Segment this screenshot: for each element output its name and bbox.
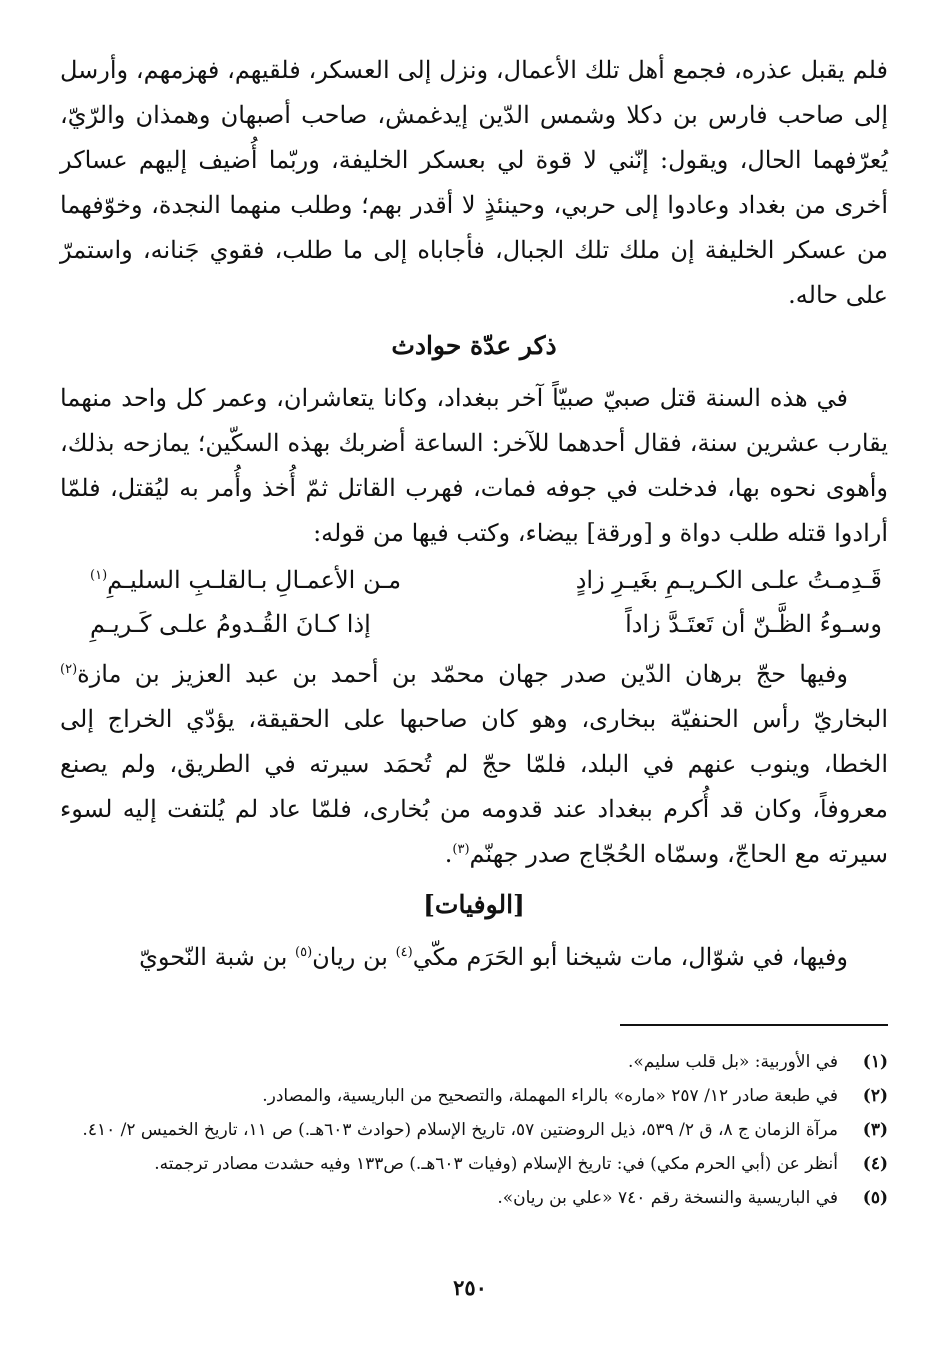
intro-paragraph-block <box>60 48 888 318</box>
section-heading-deaths: [الوفيات] <box>423 890 525 919</box>
footnote-text: أنظر عن (أبي الحرم مكي) في: تاريخ الإسلام (وفيات ٦٠٣هـ.) ص١٣٣ وفيه حشدت مصادر ترجمته. <box>154 1154 838 1174</box>
footnote-5 <box>60 1184 888 1212</box>
deaths-paragraph-block <box>60 935 888 980</box>
poem <box>60 558 888 646</box>
footnote-number: (١) <box>862 1052 888 1072</box>
poem-verse-1-second-hemistich <box>90 558 401 602</box>
footnote-ref-1: (١) <box>90 568 108 583</box>
deaths-paragraph-part-3: بن شبة النّحويّ <box>139 943 296 971</box>
footnote-text: في طبعة صادر ١٢/ ٢٥٧ «ماره» بالراء المهملة، والتصحيح من الباريسية، والمصادر. <box>262 1086 838 1106</box>
deaths-paragraph-part-1: وفيها، في شوّال، مات شيخنا أبو الحَرَم مكّي <box>412 943 848 971</box>
poem-verse-1-first-hemistich <box>576 558 882 602</box>
footnote-number: (٣) <box>862 1120 888 1140</box>
footnote-ref-5: (٥) <box>295 945 313 960</box>
page-number: ٢٥٠ <box>453 1275 487 1300</box>
poem-verse-1-first-text: قَـدِمـتُ علـى الكـريـمِ بغَيـرِ زادٍ <box>575 566 882 594</box>
intro-paragraph: فلم يقبل عذره، فجمع أهل تلك الأعمال، ونزل إلى العسكر، فلقيهم، فهزمهم، وأرسل إلى صاحب فارس بن دكلا وشمس الدّين إيدغمش، صاحب أصبهان وهمذان والرّيّ، يُعرّفهما الحال، ويقول: إنّني لا قوة لي بعسكر الخليفة، وربّما أُضيف إليهم عساكر أخرى من بغداد وعادوا إلى حربي، وحينئذٍ لا أقدر بهم؛ وطلب منهما النجدة، وخوّفهما من عسكر الخليفة إن ملك تلك الجبال، فأجاباه إلى ما طلب، فقوي جَنانه، واستمرّ على حاله. <box>60 56 889 309</box>
footnote-number: (٥) <box>862 1188 888 1208</box>
poem-verse-2 <box>60 602 888 646</box>
events-paragraph-2 <box>60 652 888 877</box>
footnote-1 <box>60 1048 888 1076</box>
footnote-separator <box>620 1024 888 1026</box>
poem-verse-2-second-text: إذا كـانَ القُـدومُ علـى كَـريـمِ <box>90 610 371 638</box>
poem-verse-1 <box>60 558 888 602</box>
events-paragraph-block-2 <box>60 652 888 877</box>
section-heading-events: ذكر عدّة حوادث <box>391 331 557 360</box>
footnote-4 <box>60 1150 888 1178</box>
poem-verse-2-first-text: وسـوءُ الظَّـنّ أن تَعتَـدَّ زاداً <box>625 610 882 638</box>
deaths-paragraph <box>60 935 888 980</box>
poem-verse-2-first-hemistich <box>625 602 882 646</box>
footnote-text: في الباريسية والنسخة رقم ٧٤٠ «علي بن ريان». <box>497 1188 838 1208</box>
events-paragraph-1: في هذه السنة قتل صبيّ صبيّاً آخر ببغداد، وكانا يتعاشران، وعمر كل واحد منهما يقارب عشرين سنة، فقال أحدهما للآخر: الساعة أضربك بهذه السكّين؛ يمازحه بذلك، وأهوى نحوه بها، فدخلت في جوفه فمات، فهرب القاتل ثمّ أُخذ وأُمر به ليُقتل، فلمّا أرادوا قتله طلب دواة و [ورقة] بيضاء، وكتب فيها من قوله: <box>60 384 888 547</box>
footnote-2 <box>60 1082 888 1110</box>
footnote-number: (٤) <box>862 1154 888 1174</box>
footnote-number: (٢) <box>862 1086 888 1106</box>
footnote-3 <box>60 1116 888 1144</box>
events-paragraph-2-part-2: البخاريّ رأس الحنفيّة ببخارى، وهو كان صاحبها على الحقيقة، يؤدّي الخراج إلى الخطا، وينوب عنهم في البلد، فلمّا حجّ لم تُحمَد سيرته في الطريق، ولم يصنع معروفاً، وكان قد أُكرم ببغداد عند قدومه من بُخارى، فلمّا عاد لم يُلتفت إليه لسوء سيرته مع الحاجّ، وسمّاه الحُجّاج صدر جهنّم <box>60 705 889 868</box>
footnote-ref-4: (٤) <box>395 945 413 960</box>
events-paragraph-block <box>60 376 888 556</box>
deaths-paragraph-part-2: بن ريان <box>312 943 396 971</box>
poem-verse-2-second-hemistich <box>90 602 371 646</box>
events-paragraph-2-part-1: وفيها حجّ برهان الدّين صدر جهان محمّد بن أحمد بن عبد العزيز بن مازة <box>77 660 848 688</box>
footnote-text: مرآة الزمان ج ٨، ق ٢/ ٥٣٩، ذيل الروضتين ٥٧، تاريخ الإسلام (حوادث ٦٠٣هـ.) ص ١١، تاريخ الخميس ٢/ ٤١٠. <box>82 1120 838 1140</box>
footnotes <box>60 1048 888 1212</box>
poem-verse-1-second-text: مـن الأعمـالِ بـالقلـبِ السليـمِ <box>107 566 402 594</box>
footnote-text: في الأوربية: «بل قلب سليم». <box>627 1052 838 1072</box>
footnote-ref-3: (٣) <box>452 842 470 857</box>
footnote-ref-2: (٢) <box>60 662 78 677</box>
events-paragraph-2-end: . <box>444 840 453 868</box>
